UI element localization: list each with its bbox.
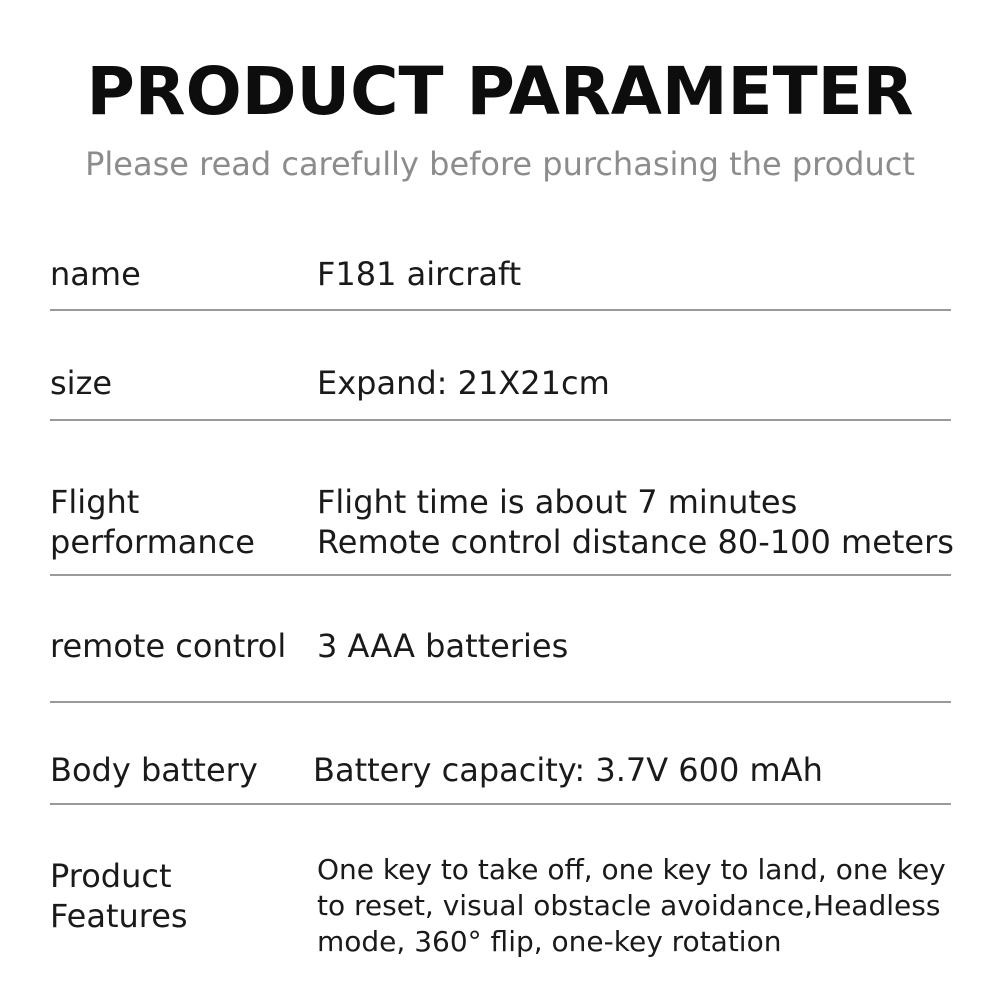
row-value bbox=[317, 852, 946, 960]
row-label-line: performance bbox=[50, 523, 255, 561]
row-value-line: Battery capacity: 3.7V 600 mAh bbox=[313, 751, 823, 789]
row-label bbox=[50, 750, 258, 790]
row-label-line: Product bbox=[50, 857, 172, 895]
row-value bbox=[317, 482, 954, 562]
row-label-line: Body battery bbox=[50, 751, 258, 789]
row-value bbox=[313, 750, 823, 790]
row-label bbox=[50, 254, 141, 294]
row-value bbox=[317, 626, 568, 666]
row-value-line: mode, 360° flip, one-key rotation bbox=[317, 925, 782, 958]
row-value-line: Expand: 21X21cm bbox=[317, 364, 610, 402]
row-value-line: Remote control distance 80-100 meters bbox=[317, 523, 954, 561]
page-title: PRODUCT PARAMETER bbox=[86, 53, 914, 130]
row-value-line: Flight time is about 7 minutes bbox=[317, 483, 798, 521]
parameter-row-remote-control bbox=[50, 626, 951, 670]
row-label-line: remote control bbox=[50, 627, 287, 665]
row-label bbox=[50, 363, 112, 403]
parameter-row-body-battery bbox=[50, 750, 951, 794]
row-label-line: size bbox=[50, 364, 113, 402]
parameter-row-flight-performance bbox=[50, 482, 954, 566]
row-value-line: 3 AAA batteries bbox=[317, 627, 569, 665]
row-label-line: name bbox=[50, 255, 141, 293]
page-subtitle: Please read carefully before purchasing the product bbox=[85, 145, 915, 183]
parameter-row-size bbox=[50, 363, 951, 407]
parameter-row-product-features bbox=[50, 852, 951, 972]
row-divider bbox=[50, 419, 951, 421]
row-label bbox=[50, 856, 188, 936]
row-label bbox=[50, 482, 255, 562]
row-label bbox=[50, 626, 286, 666]
row-divider bbox=[50, 803, 951, 805]
row-divider bbox=[50, 701, 951, 703]
row-divider bbox=[50, 574, 951, 576]
row-label-line: Flight bbox=[50, 483, 140, 521]
row-value bbox=[317, 254, 521, 294]
parameter-row-name bbox=[50, 254, 951, 298]
row-value-line: F181 aircraft bbox=[317, 255, 522, 293]
row-value-line: One key to take off, one key to land, one key bbox=[317, 853, 946, 886]
row-label-line: Features bbox=[50, 897, 188, 935]
row-value bbox=[317, 363, 610, 403]
row-divider bbox=[50, 309, 951, 311]
row-value-line: to reset, visual obstacle avoidance,Headless bbox=[317, 889, 941, 922]
